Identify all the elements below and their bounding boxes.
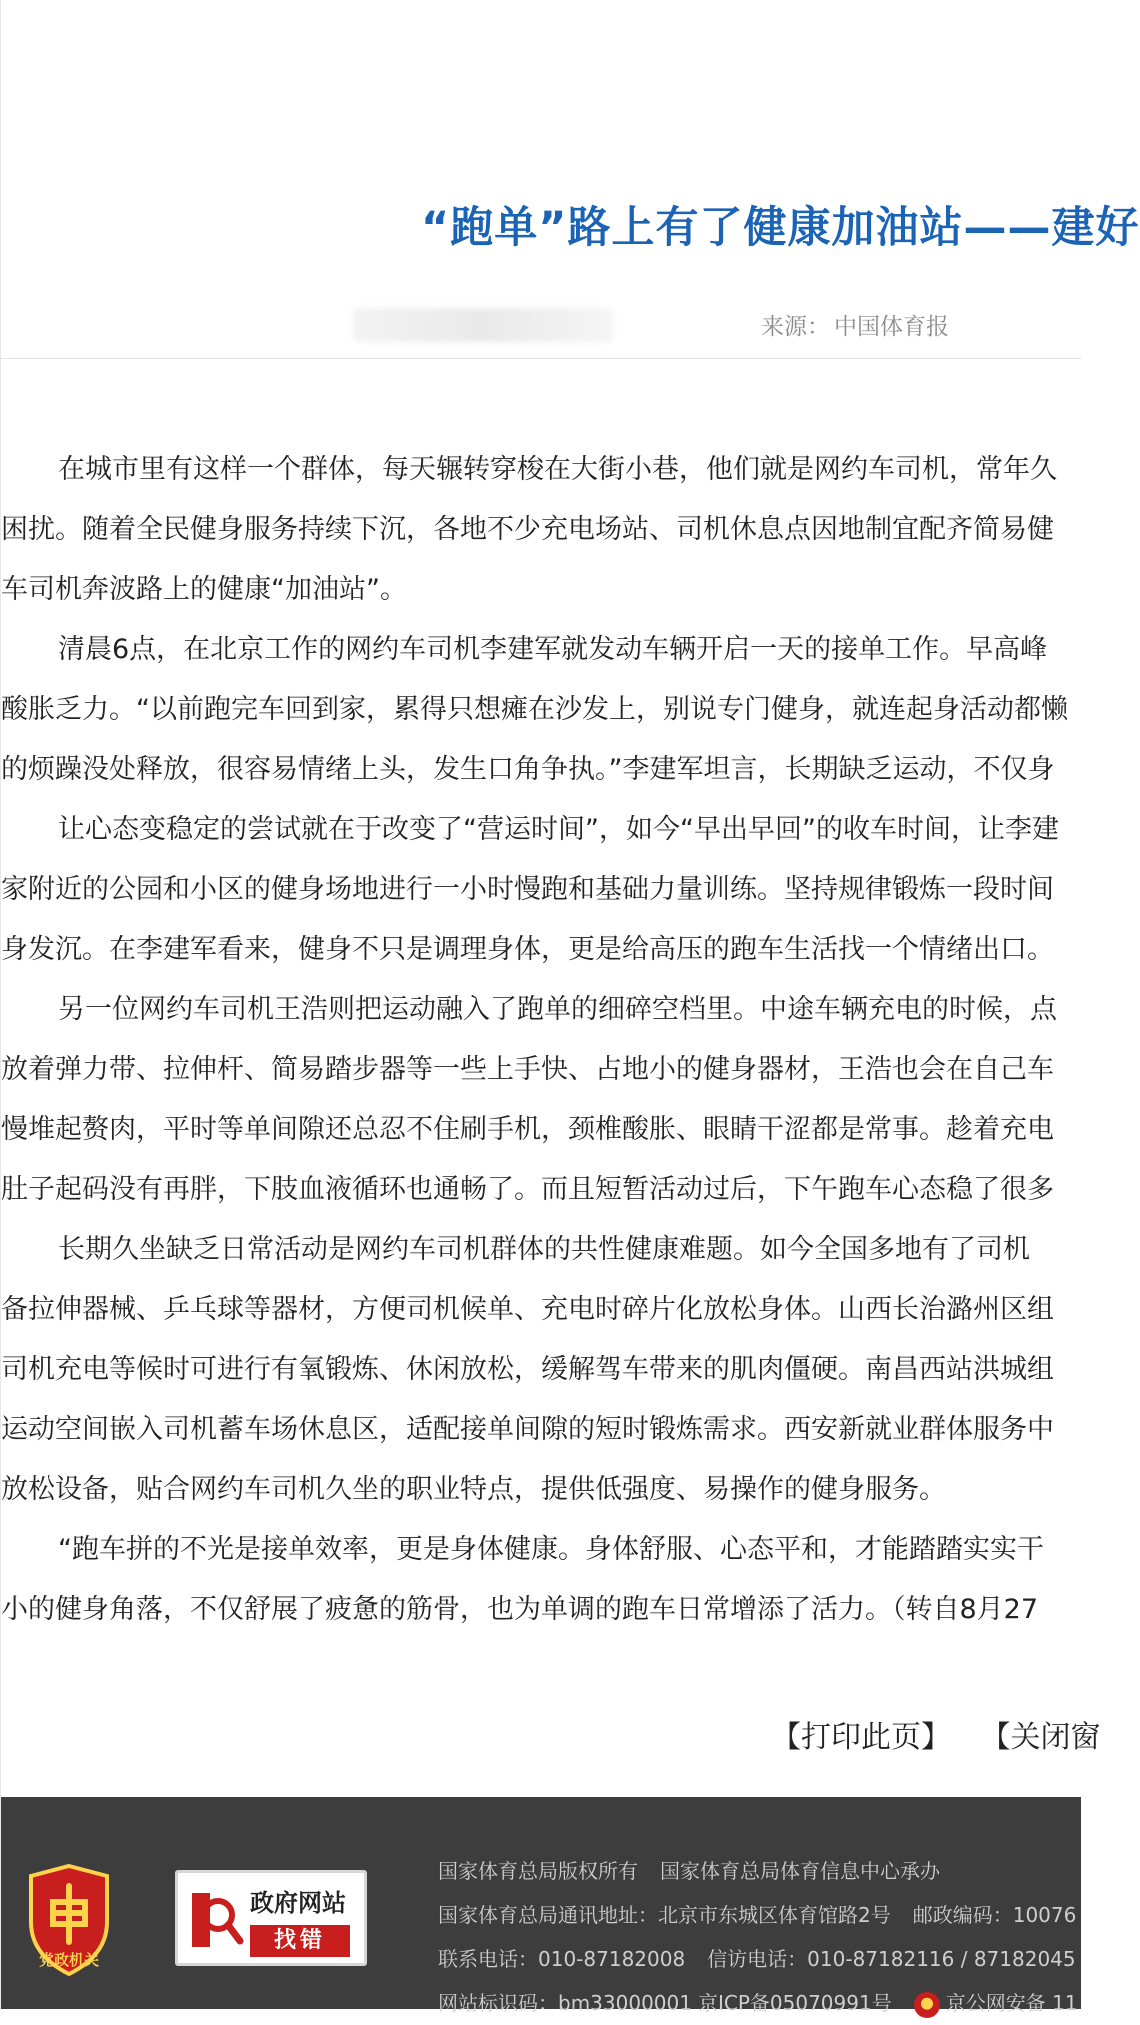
paragraph-line: 酸胀乏力。“以前跑完车回到家，累得只想瘫在沙发上，别说专门健身，就连起身活动都懒 [1,694,1068,725]
paragraph-line: 放着弹力带、拉伸杆、简易踏步器等一些上手快、占地小的健身器材，王浩也会在自己车 [1,1054,1054,1085]
site-id-code: 网站标识码：bm33000001 [438,1991,692,2015]
paragraph-line: 备拉伸器械、乒乓球等器材，方便司机候单、充电时碎片化放松身体。山西长治潞州区组 [1,1294,1054,1325]
footer-line [438,1937,1138,1981]
paragraph-line: 困扰。随着全民健身服务持续下沉，各地不少充电场站、司机休息点因地制宜配齐简易健 [1,514,1054,545]
emblem-label: 党政机关 [38,1951,99,1969]
gov-badge-top: 政府网站 [250,1889,346,1917]
paragraph-line: 的烦躁没处释放，很容易情绪上头，发生口角争执。”李建军坦言，长期缺乏运动，不仅身 [1,754,1055,785]
gov-badge-bottom: 找错 [250,1925,350,1957]
header-divider [1,358,1081,359]
page-actions [771,1712,1121,1756]
icp-record-link[interactable]: 京ICP备05070991号 [697,1991,892,2015]
article-meta [1,300,1081,360]
article-body [1,440,1081,1640]
footer-line [438,1893,1138,1937]
footer-icp-line [438,1981,1138,2025]
publish-date-blurred [353,308,613,342]
police-badge-icon [914,1992,940,2018]
paragraph-line: 家附近的公园和小区的健身场地进行一小时慢跑和基础力量训练。坚持规律锻炼一段时间 [1,874,1054,905]
footer-text-segment: 联系电话：010-87182008 [438,1947,686,1971]
footer-text-segment: 信访电话：010-87182116 / 87182045 [707,1947,1076,1971]
footer-text-segment: 国家体育总局体育信息中心承办 [660,1859,940,1883]
gov-site-error-report-badge[interactable] [175,1870,367,1966]
paragraph-line: 在城市里有这样一个群体，每天辗转穿梭在大街小巷，他们就是网约车司机，常年久 [58,454,1057,485]
source-label: 来源： [761,314,830,340]
paragraph-line: 司机充电等候时可进行有氧锻炼、休闲放松，缓解驾车带来的肌肉僵硬。南昌西站洪城组 [1,1354,1054,1385]
paragraph-line: 慢堆起赘肉，平时等单间隙还总忍不住刷手机，颈椎酸胀、眼睛干涩都是常事。趁着充电 [1,1114,1054,1145]
print-page-link[interactable]: 【打印此页】 [771,1720,951,1755]
close-window-link[interactable]: 【关闭窗 [980,1720,1101,1755]
footer-info [438,1849,1138,2025]
paragraph-line: 运动空间嵌入司机蓄车场休息区，适配接单间隙的短时锻炼需求。西安新就业群体服务中 [1,1414,1054,1445]
paragraph-line: 长期久坐缺乏日常活动是网约车司机群体的共性健康难题。如今全国多地有了司机 [58,1234,1030,1265]
footer-text-segment: 邮政编码：10076 [912,1903,1077,1927]
paragraph-line: 放松设备，贴合网约车司机久坐的职业特点，提供低强度、易操作的健身服务。 [1,1474,946,1505]
paragraph-line: “跑车拼的不光是接单效率，更是身体健康。身体舒服、心态平和，才能踏踏实实干 [58,1534,1044,1565]
paragraph-line: 小的健身角落，不仅舒展了疲惫的筋骨，也为单调的跑车日常增添了活力。（转自8月27 [1,1594,1039,1625]
footer-text-segment: 国家体育总局版权所有 [438,1859,638,1883]
public-security-record-link[interactable]: 京公网安备 11 [945,1991,1078,2015]
footer-text-segment: 国家体育总局通讯地址：北京市东城区体育馆路2号 [438,1903,891,1927]
magnifier-icon [188,1887,244,1953]
paragraph-line: 车司机奔波路上的健康“加油站”。 [1,574,407,605]
article-source [761,308,949,341]
paragraph-line: 清晨6点，在北京工作的网约车司机李建军就发动车辆开启一天的接单工作。早高峰 [58,634,1048,665]
paragraph-line: 让心态变稳定的尝试就在于改变了“营运时间”，如今“早出早回”的收车时间，让李建 [58,814,1059,845]
paragraph-line: 另一位网约车司机王浩则把运动融入了跑单的细碎空档里。中途车辆充电的时候，点 [58,994,1057,1025]
paragraph-line: 肚子起码没有再胖，下肢血液循环也通畅了。而且短暂活动过后，下午跑车心态稳了很多 [1,1174,1054,1205]
article-title: “跑单”路上有了健康加油站——建好 [421,202,1140,253]
footer-line [438,1849,1138,1893]
source-value: 中国体育报 [834,314,949,340]
site-footer [1,1797,1081,2015]
paragraph-line: 身发沉。在李建军看来，健身不只是调理身体，更是给高压的跑车生活找一个情绪出口。 [1,934,1054,965]
